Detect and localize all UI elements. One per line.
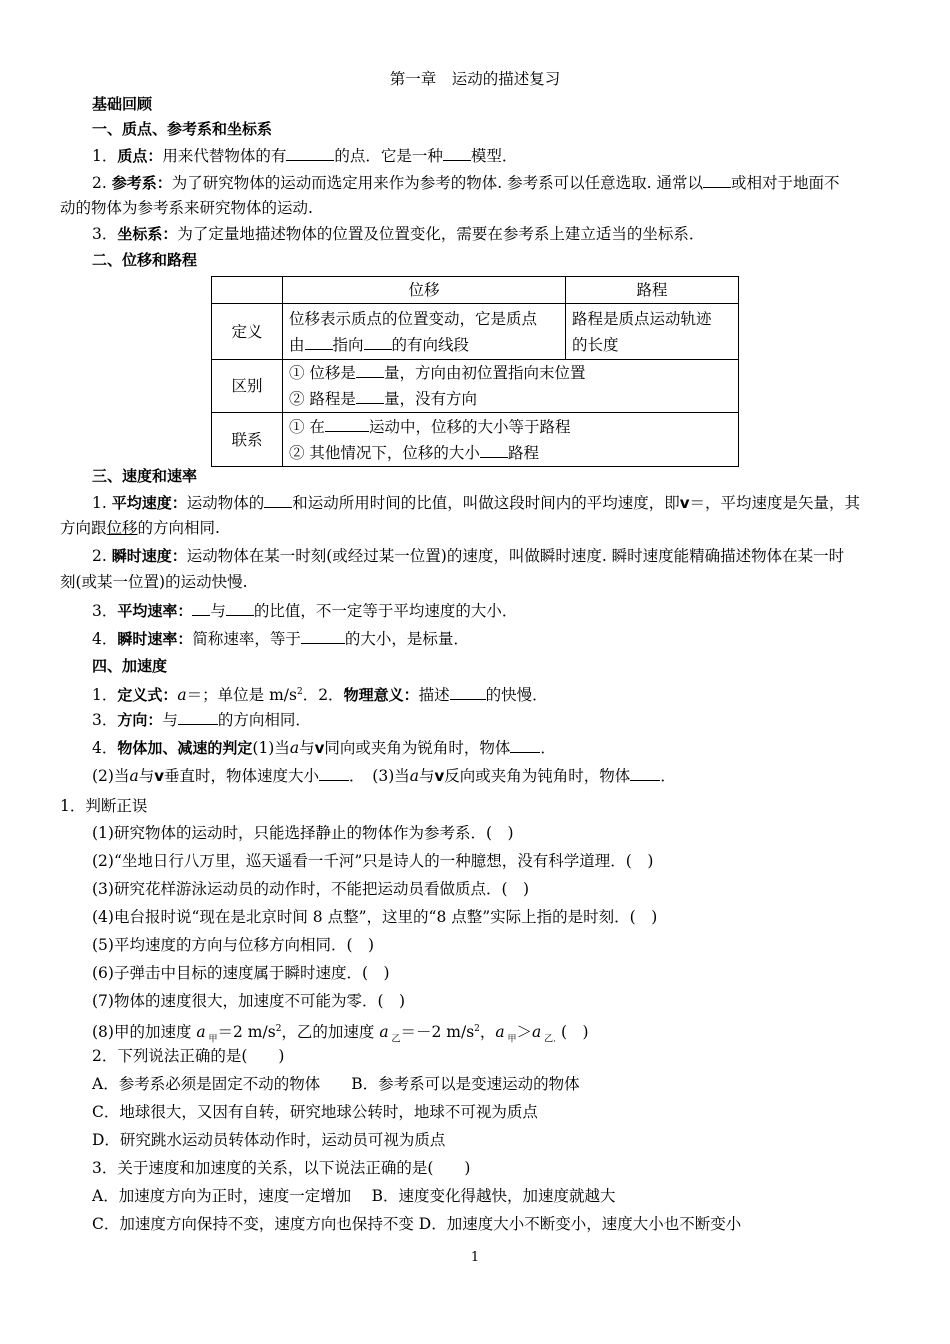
text: 反向或夹角为钝角时，物体 xyxy=(444,767,631,785)
symbol-v: v xyxy=(679,494,690,512)
s3-line-1 xyxy=(92,493,860,513)
text: 同向或夹角为锐角时，物体 xyxy=(324,739,511,757)
section-2-heading: 二、位移和路程 xyxy=(92,251,198,269)
text: 的方向相同. xyxy=(137,519,220,537)
text: 的有向线段 xyxy=(391,335,470,354)
question-1-heading: 1．判断正误 xyxy=(60,797,148,815)
text: 与 xyxy=(138,767,155,785)
section-4-heading: 四、加速度 xyxy=(92,657,168,675)
cell-text: 路程是质点运动轨迹 xyxy=(572,309,712,328)
text: ① 位移是 xyxy=(289,364,356,382)
judgement-item xyxy=(92,1019,589,1049)
term-label: 平均速度： xyxy=(111,494,187,512)
text: ＝2 m/s xyxy=(217,1023,276,1042)
section-1-heading: 一、质点、参考系和坐标系 xyxy=(92,120,273,138)
table-row xyxy=(212,360,739,413)
item-number: 4． xyxy=(92,630,118,648)
text: ＝，平均速度是矢量，其 xyxy=(689,494,861,512)
table-row xyxy=(212,413,739,467)
text: 简称速率，等于 xyxy=(192,630,301,648)
item-number: 2. xyxy=(92,174,112,192)
blank xyxy=(450,685,486,700)
subscript: 甲 xyxy=(504,1034,517,1045)
blank xyxy=(356,363,384,378)
text: ． (3)当 xyxy=(349,767,410,785)
question-3-options-ab: A．加速度方向为正时，速度一定增加 B．速度变化得越快，加速度就越大 xyxy=(92,1187,616,1205)
symbol-a: a xyxy=(177,686,187,705)
blank xyxy=(301,629,345,644)
blank xyxy=(510,738,540,753)
text: 量，没有方向 xyxy=(383,390,477,408)
superscript: 2 xyxy=(275,1024,282,1034)
symbol-a: a xyxy=(196,1023,206,1042)
blank xyxy=(226,601,254,616)
symbol-a: a xyxy=(129,767,139,785)
table-header-distance: 路程 xyxy=(566,277,739,304)
symbol-a: a xyxy=(289,739,300,757)
text: 运动物体的 xyxy=(186,494,265,512)
text: 路程 xyxy=(507,443,539,462)
s3-line-2-cont: 刻(或某一位置)的运动快慢. xyxy=(60,573,248,591)
blank xyxy=(364,335,392,350)
subscript: 乙 xyxy=(388,1034,401,1045)
term-label: 平均速率： xyxy=(117,602,193,620)
row-label: 区别 xyxy=(212,360,283,413)
table-cell xyxy=(566,304,739,360)
symbol-v: v xyxy=(434,767,445,785)
symbol-a: a xyxy=(379,1023,389,1042)
item-number: 4． xyxy=(92,739,118,757)
s3-line-1-cont xyxy=(60,518,220,538)
blank xyxy=(178,710,218,725)
blank xyxy=(325,417,369,432)
table-header-row xyxy=(212,277,739,304)
text: 的点．它是一种 xyxy=(334,147,443,165)
text: 用来代替物体的有 xyxy=(162,147,287,165)
text: 的比值，不一定等于平均速度的大小． xyxy=(253,602,518,620)
s1-line-2-cont: 动的物体为参考系来研究物体的运动. xyxy=(60,199,313,217)
term-label: 物体加、减速的判定 xyxy=(117,739,253,757)
s3-line-2 xyxy=(92,546,844,566)
cell-text xyxy=(289,360,732,386)
symbol-a: a xyxy=(495,1023,505,1042)
symbol-a: a xyxy=(532,1023,542,1042)
blank xyxy=(192,601,210,616)
cell-text: 的长度 xyxy=(572,335,619,354)
judgement-item: (2)“坐地日行八万里，巡天遥看一千河”只是诗人的一种臆想，没有科学道理．( ) xyxy=(92,852,654,870)
term-label: 参考系： xyxy=(111,174,172,192)
question-2-stem: 2．下列说法正确的是( ) xyxy=(92,1047,285,1065)
term-label: 物理意义： xyxy=(343,686,419,705)
text: 或相对于地面不 xyxy=(730,174,840,192)
text: 量，方向由初位置指向末位置 xyxy=(383,364,586,382)
term-label: 定义式： xyxy=(117,686,178,705)
text: 方向跟 xyxy=(60,519,107,537)
term-label: 质点： xyxy=(117,147,163,165)
judgement-item: (6)子弹击中目标的速度属于瞬时速度．( ) xyxy=(92,964,390,982)
blank xyxy=(264,493,292,508)
text: ． xyxy=(540,739,556,757)
judgement-item: (4)电台报时说“现在是北京时间 8 点整”，这里的“8 点整”实际上指的是时刻．( ) xyxy=(92,908,658,926)
blank xyxy=(319,766,349,781)
text: ＝－2 m/s xyxy=(400,1023,475,1042)
item-number: 2. xyxy=(92,547,112,565)
question-3-stem: 3．关于速度和加速度的关系，以下说法正确的是( ) xyxy=(92,1159,471,1177)
page-number: 1 xyxy=(470,1250,480,1265)
symbol-v: v xyxy=(314,739,325,757)
blank xyxy=(703,173,731,188)
cell-text: 位移表示质点的位置变动，它是质点 xyxy=(289,309,538,328)
cell-text xyxy=(289,332,559,358)
item-number: 1． xyxy=(92,686,118,705)
judgement-item: (3)研究花样游泳运动员的动作时，不能把运动员看做质点．( ) xyxy=(92,880,530,898)
judgement-item: (1)研究物体的运动时，只能选择静止的物体作为参考系．( ) xyxy=(92,824,514,842)
blank xyxy=(356,389,384,404)
question-2-option-c: C．地球很大，又因有自转，研究地球公转时，地球不可视为质点 xyxy=(92,1103,538,1121)
table-cell xyxy=(283,413,739,467)
row-label: 定义 xyxy=(212,304,283,360)
text: (2)当 xyxy=(92,767,130,785)
text: ＞ xyxy=(516,1023,533,1042)
blank xyxy=(480,443,508,458)
s3-line-4 xyxy=(92,629,469,649)
cell-text xyxy=(289,414,732,440)
blank xyxy=(443,146,471,161)
term-label: 坐标系： xyxy=(117,225,178,243)
page-title: 第一章 运动的描述复习 xyxy=(389,70,561,88)
term-label: 瞬时速率： xyxy=(117,630,193,648)
s1-line-1 xyxy=(92,146,517,166)
text: 运动中，位移的大小等于路程 xyxy=(368,417,571,436)
row-label: 联系 xyxy=(212,413,283,467)
text: 的大小，是标量． xyxy=(344,630,469,648)
table-row xyxy=(212,304,739,360)
text: ，乙的加速度 xyxy=(281,1023,380,1042)
s3-line-3 xyxy=(92,601,517,621)
table-header-displacement: 位移 xyxy=(283,277,566,304)
item-number: 3． xyxy=(92,711,118,729)
question-2-option-d: D．研究跳水运动员转体动作时，运动员可视为质点 xyxy=(92,1131,446,1149)
table-cell xyxy=(283,360,739,413)
text: ＝；单位是 m/s xyxy=(186,686,297,705)
symbol-v: v xyxy=(154,767,165,785)
s4-line-3 xyxy=(92,738,556,758)
text: 的方向相同． xyxy=(217,711,311,729)
text: 为了定量地描述物体的位置及位置变化，需要在参考系上建立适当的坐标系． xyxy=(177,225,705,243)
table-corner-cell xyxy=(212,277,283,304)
term-label: 方向： xyxy=(117,711,163,729)
text: 描述 xyxy=(418,686,450,705)
judgement-item: (7)物体的速度很大，加速度不可能为零．( ) xyxy=(92,992,406,1010)
item-number: 3． xyxy=(92,225,118,243)
text: 与 xyxy=(299,739,315,757)
section-3-heading: 三、速度和速率 xyxy=(92,467,198,485)
cell-text xyxy=(289,440,732,466)
question-3-options-cd: C．加速度方向保持不变，速度方向也保持不变 D．加速度大小不断变小，速度大小也不断变小 xyxy=(92,1215,742,1233)
text: ① 在 xyxy=(289,417,325,436)
table-cell xyxy=(283,304,566,360)
text: 与 xyxy=(419,767,435,785)
s1-line-2 xyxy=(92,173,839,193)
text: (8)甲的加速度 xyxy=(92,1023,197,1042)
judgement-item: (5)平均速度的方向与位移方向相同．( ) xyxy=(92,936,375,954)
s4-line-4 xyxy=(92,766,676,786)
symbol-a: a xyxy=(409,767,419,785)
item-number: 1. xyxy=(92,494,112,512)
blank xyxy=(305,335,333,350)
cell-text xyxy=(289,386,732,412)
item-number: 3． xyxy=(92,602,118,620)
text: ， xyxy=(479,1023,496,1042)
section-basic-heading: 基础回顾 xyxy=(92,95,153,113)
superscript: 2 xyxy=(296,687,303,697)
blank xyxy=(286,146,334,161)
blank xyxy=(630,766,660,781)
text: 模型． xyxy=(470,147,518,165)
s1-line-3 xyxy=(92,224,704,244)
text: 指向 xyxy=(332,335,364,354)
text: 垂直时，物体速度大小 xyxy=(164,767,320,785)
subscript: 乙. xyxy=(541,1034,557,1045)
text: ( ) xyxy=(556,1023,589,1042)
question-2-options-ab: A．参考系必须是固定不动的物体 B．参考系可以是变速运动的物体 xyxy=(92,1075,580,1093)
s4-line-2 xyxy=(92,710,311,730)
term-label: 瞬时速度： xyxy=(111,547,187,565)
subscript: 甲 xyxy=(205,1034,218,1045)
displacement-distance-table xyxy=(211,276,739,467)
text: 为了研究物体的运动而选定用来作为参考的物体. 参考系可以任意选取. 通常以 xyxy=(171,174,703,192)
text: ② 其他情况下，位移的大小 xyxy=(289,443,480,462)
text: ． xyxy=(660,767,676,785)
text: (1)当 xyxy=(252,739,290,757)
text: ．2． xyxy=(302,686,344,705)
superscript: 2 xyxy=(474,1024,480,1034)
text: 运动物体在某一时刻(或经过某一位置)的速度，叫做瞬时速度. 瞬时速度能精确描述物体在某一时 xyxy=(186,547,845,565)
text: ② 路程是 xyxy=(289,390,356,408)
text: 的快慢． xyxy=(485,686,548,705)
item-number: 1． xyxy=(92,147,118,165)
text: 与 xyxy=(210,602,226,620)
text: 与 xyxy=(162,711,178,729)
text: 和运动所用时间的比值，叫做这段时间内的平均速度，即 xyxy=(292,494,680,512)
s4-line-1 xyxy=(92,682,548,705)
text: 由 xyxy=(289,335,305,354)
underlined-text: 位移 xyxy=(106,519,138,537)
